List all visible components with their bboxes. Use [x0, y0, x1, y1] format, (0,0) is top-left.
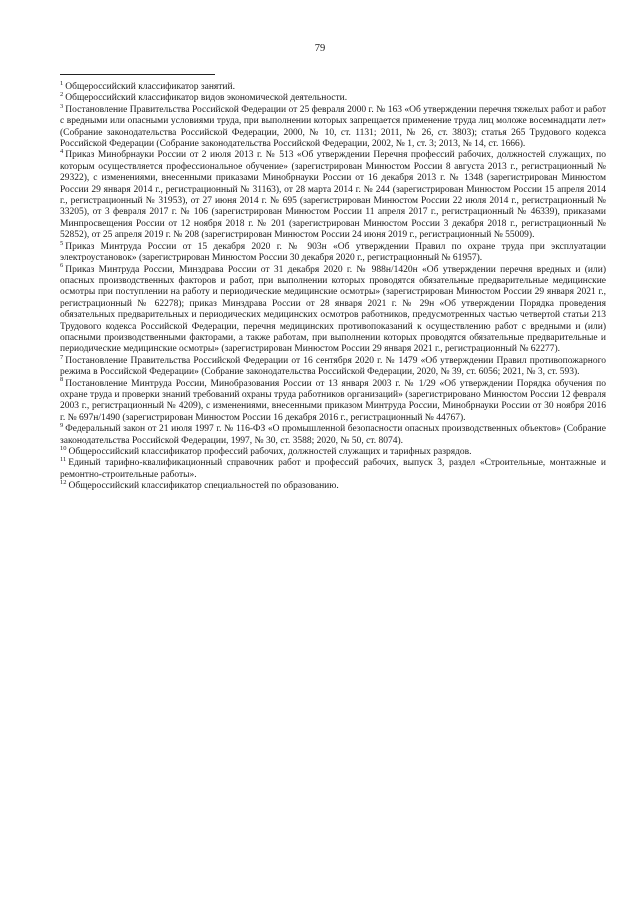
footnote-marker: 9 [60, 422, 64, 430]
footnote-text: Федеральный закон от 21 июля 1997 г. № 116-ФЗ «О промышленной безопасности опасных производственных объектов» (Собрание законодательства Российской Федерации, 1997, № 30, ст. 3588; 2020, № 50, ст. 8074). [60, 424, 606, 446]
footnote-marker: 4 [60, 148, 64, 156]
footnote-10 [60, 444, 606, 458]
footnote-6 [60, 262, 606, 356]
footnote-marker: 11 [60, 456, 67, 464]
footnote-marker: 12 [60, 479, 67, 487]
footnote-marker: 6 [60, 262, 64, 270]
footnote-marker: 8 [60, 376, 64, 384]
footnote-9 [60, 424, 606, 447]
footnote-marker: 3 [60, 102, 64, 110]
footnote-marker: 5 [60, 239, 64, 247]
footnote-text: Общероссийский классификатор видов экономической деятельности. [65, 93, 348, 104]
page-number: 79 [314, 43, 326, 54]
footnote-marker: 10 [60, 444, 67, 452]
footnote-text: Общероссийский классификатор профессий рабочих, должностей служащих и тарифных разрядов. [68, 447, 472, 457]
footnote-text: Единый тарифно-квалификационный справочник работ и профессий рабочих, выпуск 3, раздел «Строительные, монтажные и ремонтно-строительные работы». [60, 458, 606, 480]
footnote-5 [60, 239, 606, 265]
footnote-marker: 1 [60, 79, 64, 87]
footnote-12 [60, 481, 606, 492]
footnote-text: Общероссийский классификатор специальностей по образованию. [68, 481, 339, 492]
footnote-text: Общероссийский классификатор занятий. [65, 82, 235, 92]
footnotes-list [60, 79, 606, 493]
footnote-1 [60, 79, 606, 93]
footnote-11 [60, 458, 606, 481]
footnote-text: Приказ Минтруда России от 15 декабря 2020 г. № 903н «Об утверждении Правил по охране труда при эксплуатации электроустановок» (зарегистрирован Минюстом России 30 декабря 2020 г., регистрационный № 61957). [60, 241, 606, 264]
footnote-text: Постановление Минтруда России, Минобразования России от 13 января 2003 г. № 1/29 «Об утверждении Порядка обучения по охране труда и проверки знаний требований охраны труда работников организаций» (зарегистрировано Минюстом России 12 февраля 2003 г., регистрационный № 4209), с изменениями, внесенными приказом Минтруда России, Минобрнауки России от 30 ноября 2016 г. № 697н/1490 (зарегистрирован Минюстом России 16 декабря 2016 г., регистрационный № 44767). [60, 378, 606, 423]
footnote-8 [60, 376, 606, 425]
footnote-2 [60, 93, 606, 104]
footnote-text: Постановление Правительства Российской Федерации от 25 февраля 2000 г. № 163 «Об утверждении перечня тяжелых работ и работ с вредными или опасными условиями труда, при выполнении которых запрещается применение труда лиц моложе восемнадцати лет» (Собрание законодательства Российской Федерации, 2000, № 10, ст. 1131; 2011, № 26, ст. 3803); статья 265 Трудового кодекса Российской Федерации (Собрание законодательства Российской Федерации, 2002, № 1, ст. 3; 2013, № 14, ст. 1666). [60, 104, 606, 150]
footnote-7 [60, 353, 606, 379]
footnote-separator [60, 74, 215, 75]
footnote-text: Приказ Минтруда России, Минздрава России от 31 декабря 2020 г. № 988н/1420н «Об утверждении перечня вредных и (или) опасных производственных факторов и работ, при выполнении которых проводятся обязательные предварительные медицинские осмотры при поступлении на работу и периодические медицинские осмотры» (зарегистрирован Минюстом России 29 января 2021 г., регистрационный № 62278); приказ Минздрава России от 28 января 2021 г. № 29н «Об утверждении Порядка проведения обязательных предварительных и периодических медицинских осмотров работников, предусмотренных частью четвертой статьи 213 Трудового кодекса Российской Федерации, перечня медицинских противопоказаний к осуществлению работ с вредными и (или) опасными производственными факторами, а также работам, при выполнении которых проводятся обязательные предварительные и периодические медицинские осмотры» (зарегистрирован Минюстом России 29 января 2021 г., регистрационный № 62277). [60, 264, 606, 355]
footnote-4 [60, 150, 606, 241]
footnote-marker: 7 [60, 353, 64, 361]
footnote-text: Приказ Минобрнауки России от 2 июля 2013 г. № 513 «Об утверждении Перечня профессий рабочих, должностей служащих, по которым осуществляется профессиональное обучение» (зарегистрирован Минюстом России 8 августа 2013 г., регистрационный № 29322), с изменениями, внесенными приказами Минобрнауки России от 16 декабря 2013 г. № 1348 (зарегистрирован Минюстом России 29 января 2014 г., регистрационный № 31163), от 28 марта 2014 г. № 244 (зарегистрирован Минюстом России 15 апреля 2014 г., регистрационный № 31953), от 27 июня 2014 г. № 695 (зарегистрирован Минюстом России 22 июля 2014 г., регистрационный № 33205), от 3 февраля 2017 г. № 106 (зарегистрирован Минюстом России 11 апреля 2017 г., регистрационный № 46339), приказами Минпросвещения России от 12 ноября 2018 г. № 201 (зарегистрирован Минюстом России 3 декабря 2018 г., регистрационный № 52852), от 25 апреля 2019 г. № 208 (зарегистрирован Минюстом России 24 июня 2019 г., регистрационный № 55009). [60, 150, 606, 241]
footnote-marker: 2 [60, 91, 64, 99]
footnote-3 [60, 102, 606, 151]
footnote-text: Постановление Правительства Российской Федерации от 16 сентября 2020 г. № 1479 «Об утверждении Правил противопожарного режима в Российской Федерации» (Собрание законодательства Российской Федерации, 2020, № 39, ст. 6056; 2021, № 3, ст. 593). [60, 355, 606, 378]
